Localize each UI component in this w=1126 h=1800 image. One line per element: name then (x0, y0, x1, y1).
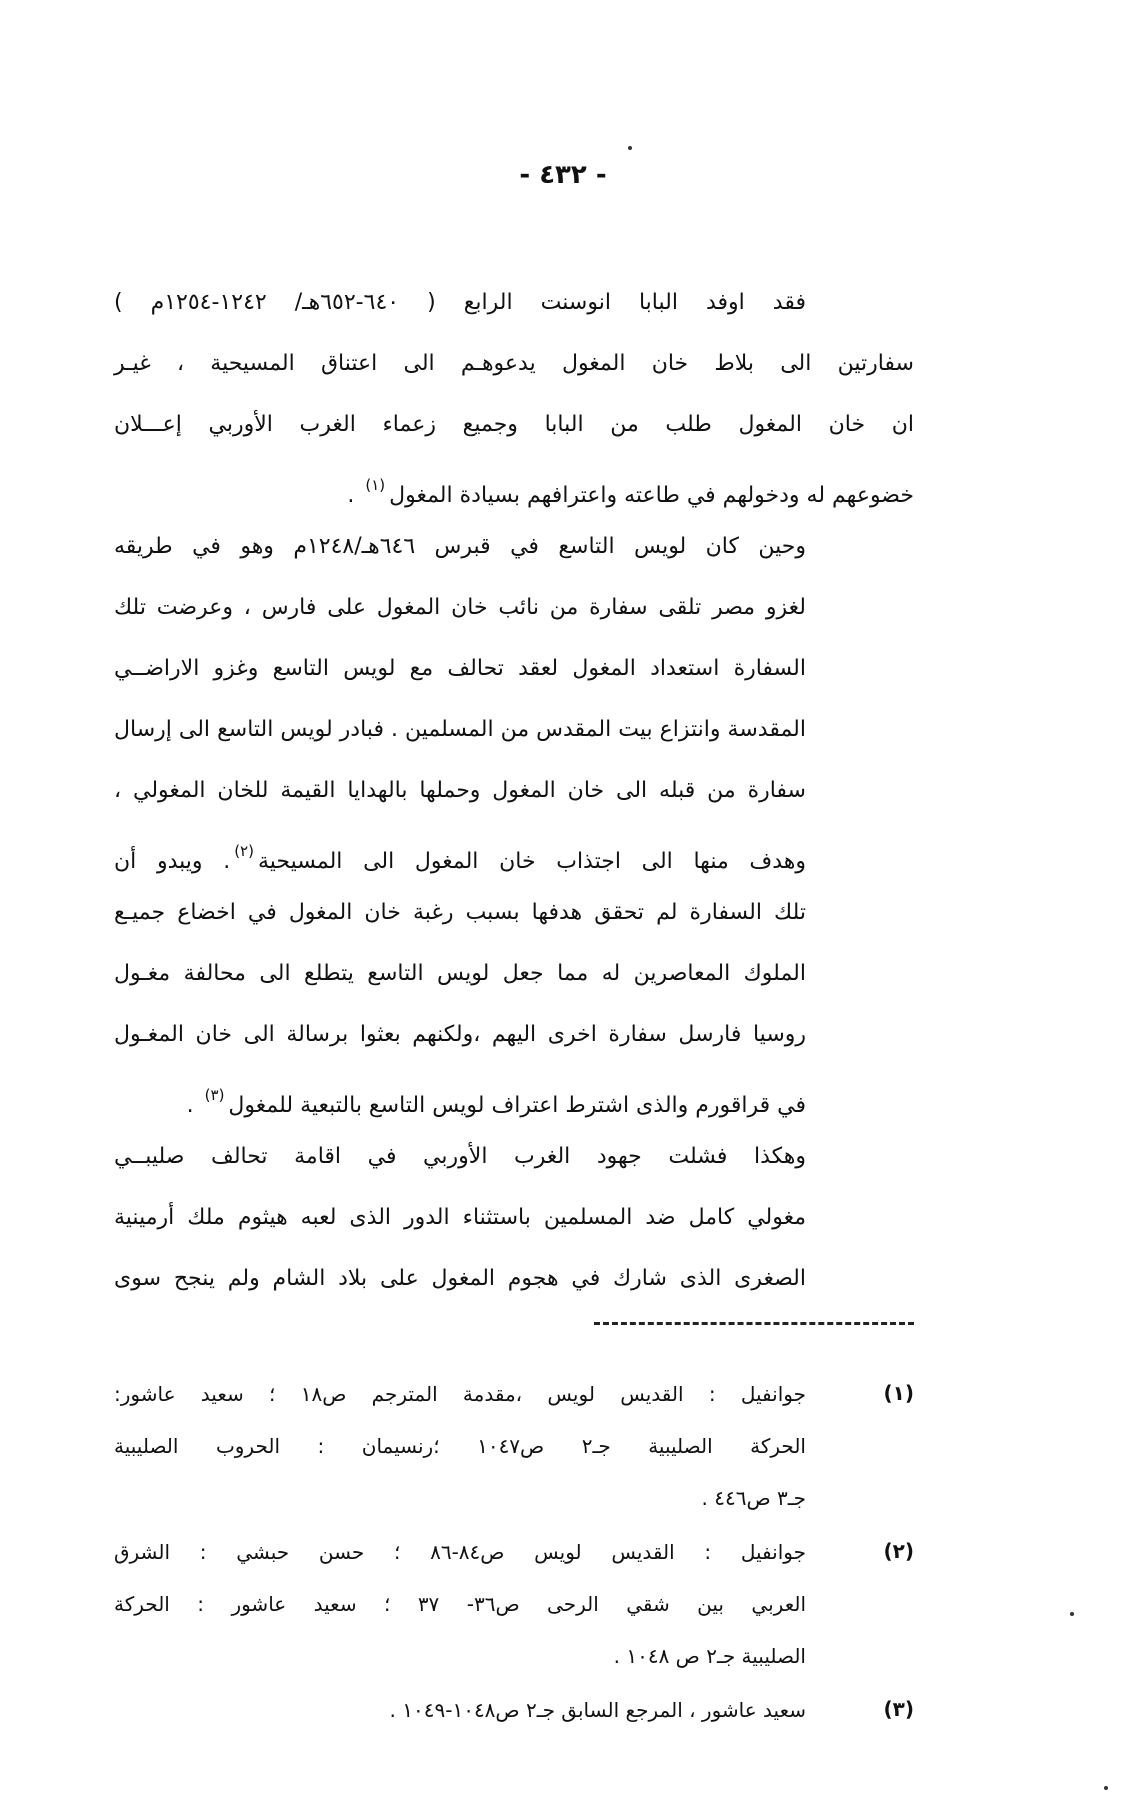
footnote-separator (594, 1322, 914, 1325)
text-line: الصغرى الذى شارك في هجوم المغول على بلاد الشام ولم ينجح سوى (114, 1266, 806, 1291)
text-line: الملوك المعاصرين له مما جعل لويس التاسع يتطلع الى محالفة مغـول (114, 961, 806, 986)
footnote-ref-1: (١) (365, 476, 386, 494)
footnotes (114, 1368, 914, 1738)
footnote-line: الصليبية جـ٢ ص ١٠٤٨ . (613, 1644, 806, 1668)
text-line: وحين كان لويس التاسع في قبرس ٦٤٦هـ/١٢٤٨م وهو في طريقه (114, 534, 806, 559)
paragraph-1 (114, 272, 914, 516)
footnote-ref-2: (٢) (234, 842, 254, 860)
footnote-number: (١) (883, 1381, 914, 1405)
text-line: في قراقورم والذى اشترط اعتراف لويس التاسع بالتبعية للمغول$^{(٣)}$ . (186, 1086, 806, 1118)
text-line: فقد اوفد البابا انوسنت الرابع ( ٦٤٠-٦٥٢هـ/ ١٢٤٢-١٢٥٤م ) (114, 290, 806, 315)
footnote-line: الحركة الصليبية جـ٢ ص١٠٤٧ ؛رنسيمان : الحروب الصليبية (114, 1434, 806, 1458)
text-line (114, 821, 914, 882)
text-line: روسيا فارسل سفارة اخرى اليهم ،ولكنهم بعثوا برسالة الى خان المغـول (114, 1022, 806, 1047)
paragraph-2 (114, 516, 914, 1126)
text-span: وهدف منها الى اجتذاب خان المغول الى المسيحية (257, 849, 806, 874)
text-line: لغزو مصر تلقى سفارة من نائب خان المغول على فارس ، وعرضت تلك (114, 595, 806, 620)
footnote-2 (114, 1526, 914, 1682)
footnote-line: العربي بين شقي الرحى ص٣٦- ٣٧ ؛ سعيد عاشور : الحركة (114, 1592, 807, 1616)
text-line: ان خان المغول طلب من البابا وجميع زعماء الغرب الأوربي إعـــلان (114, 412, 914, 437)
text-line: السفارة استعداد المغول لعقد تحالف مع لويس التاسع وغزو الاراضــي (114, 656, 806, 681)
text-line: مغولي كامل ضد المسلمين باستثناء الدور الذى لعبه هيثوم ملك أرمينية (114, 1205, 806, 1230)
text-span: . ويبدو أن (114, 849, 231, 874)
paragraph-3 (114, 1126, 914, 1309)
footnote-1 (114, 1368, 914, 1524)
scan-speck (628, 146, 632, 150)
footnote-number: (٢) (883, 1539, 914, 1563)
scan-speck (1104, 1786, 1108, 1790)
text-line: تلك السفارة لم تحقق هدفها بسبب رغبة خان المغول في اخضاع جميـع (114, 900, 806, 925)
footnote-number: (٣) (883, 1697, 914, 1721)
text-line: سفارة من قبله الى خان المغول وحملها بالهدايا القيمة للخان المغولي ، (114, 778, 806, 803)
footnote-line: سعيد عاشور ، المرجع السابق جـ٢ ص١٠٤٨-١٠٤٩ . (389, 1698, 806, 1722)
text-line: خضوعهم له ودخولهم في طاعته واعترافهم بسيادة المغول$^{(١)}$ . (347, 476, 914, 508)
text-line: وهكذا فشلت جهود الغرب الأوربي في اقامة تحالف صليبــي (114, 1144, 806, 1169)
page-number: - ٤٣٢ - (519, 160, 607, 190)
text-span: في قراقورم والذى اشترط اعتراف لويس التاسع بالتبعية للمغول (228, 1093, 806, 1118)
footnote-line: جوانفيل : القديس لويس ص٨٤-٨٦ ؛ حسن حبشي : الشرق (114, 1540, 806, 1564)
text-line: المقدسة وانتزاع بيت المقدس من المسلمين . فبادر لويس التاسع الى إرسال (114, 717, 806, 742)
footnote-ref-3: (٣) (204, 1086, 225, 1104)
main-text (114, 272, 914, 1309)
text-span: خضوعهم له ودخولهم في طاعته واعترافهم بسيادة المغول (389, 483, 914, 508)
scan-speck (1070, 1612, 1074, 1616)
text-line: سفارتين الى بلاط خان المغول يدعوهـم الى اعتناق المسيحية ، غيـر (114, 351, 914, 376)
footnote-3 (114, 1684, 914, 1736)
footnote-line: جـ٣ ص٤٤٦ . (701, 1486, 806, 1510)
footnote-line: جوانفيل : القديس لويس ،مقدمة المترجم ص١٨ ؛ سعيد عاشور: (114, 1382, 806, 1406)
